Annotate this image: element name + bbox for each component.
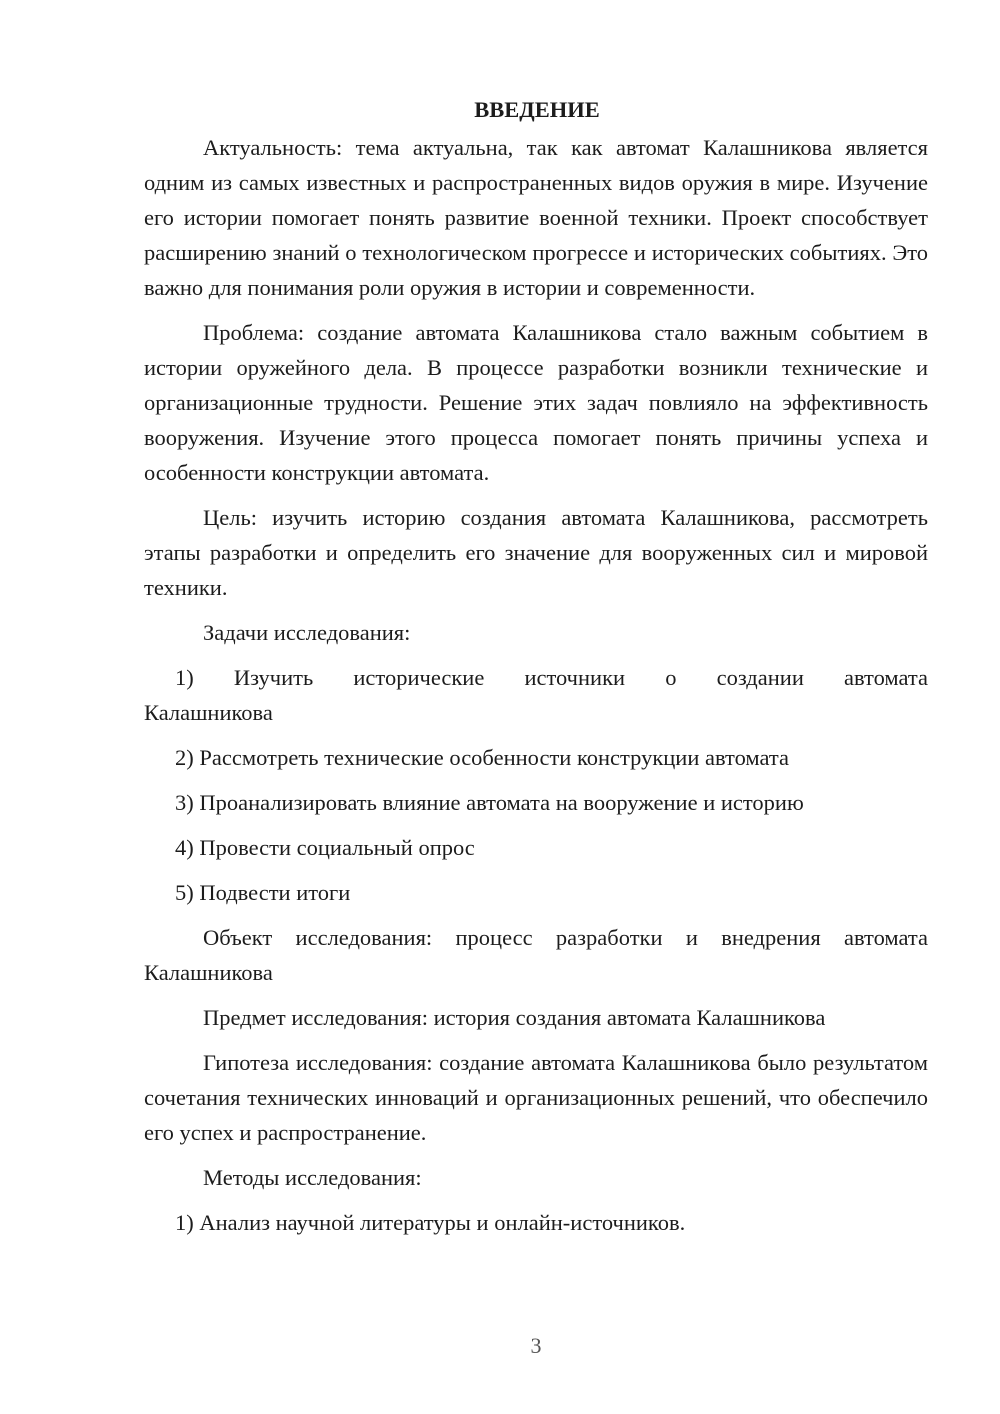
task-item-2: 2) Рассмотреть технические особенности конструкции автомата (175, 745, 789, 770)
problem-paragraph: Проблема: создание автомата Калашникова стало важным событием в истории оружейного дела. В процессе разработки возникли технические и организационные трудности. Решение этих задач повлияло на эффективность вооружения. Изучение этого процесса помогает понять причины успеха и особенности конструкции автомата. (144, 320, 928, 485)
subject-paragraph: Предмет исследования: история создания автомата Калашникова (203, 1005, 826, 1030)
relevance-paragraph: Актуальность: тема актуальна, так как автомат Калашникова является одним из самых известных и распространенных видов оружия в мире. Изучение его истории помогает понять развитие военной техники. Проект способствует расширению знаний о технологическом прогрессе и исторических событиях. Это важно для понимания роли оружия в истории и современности. (144, 135, 928, 300)
hypothesis-paragraph: Гипотеза исследования: создание автомата Калашникова было результатом сочетания технических инноваций и организационных решений, что обеспечило его успех и распространение. (144, 1050, 928, 1145)
section-heading: ВВЕДЕНИЕ (474, 97, 600, 122)
object-paragraph: Объект исследования: процесс разработки и внедрения автомата Калашникова (144, 925, 928, 985)
task-item-1-line2: Калашникова (144, 700, 273, 725)
document-content (144, 92, 928, 1250)
task-item-1 (144, 660, 928, 730)
goal-paragraph: Цель: изучить историю создания автомата Калашникова, рассмотреть этапы разработки и определить его значение для вооруженных сил и мировой техники. (144, 505, 928, 600)
task-item-5: 5) Подвести итоги (175, 880, 351, 905)
task-item-3: 3) Проанализировать влияние автомата на вооружение и историю (175, 790, 804, 815)
page-number: 3 (530, 1333, 542, 1358)
task-item-1-line1: 1) Изучить исторические источники о создании автомата (175, 665, 928, 690)
methods-title: Методы исследования: (203, 1165, 422, 1190)
tasks-title: Задачи исследования: (203, 620, 411, 645)
method-item-1: 1) Анализ научной литературы и онлайн-источников. (175, 1210, 686, 1235)
task-item-4: 4) Провести социальный опрос (175, 835, 475, 860)
